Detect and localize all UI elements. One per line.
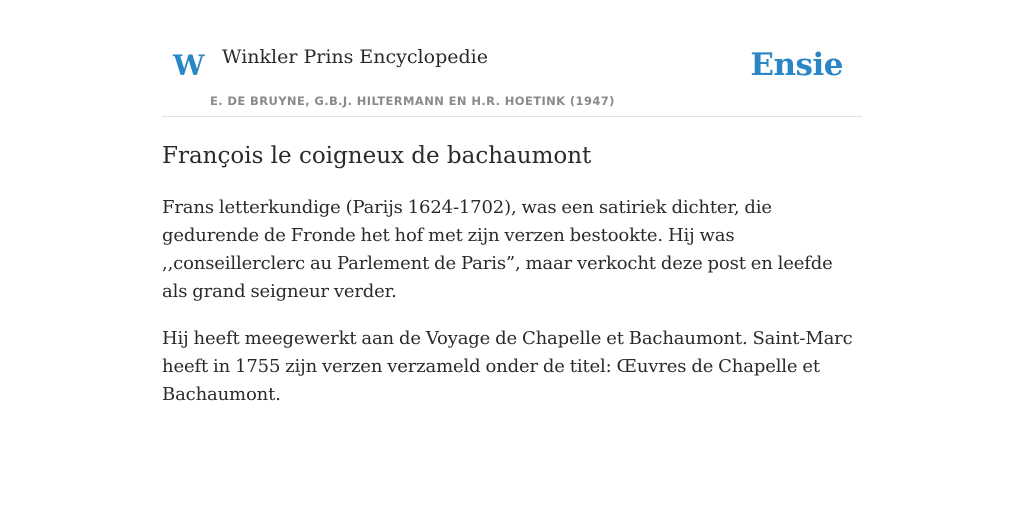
ensie-brand-logo[interactable]: Ensie	[750, 47, 843, 83]
article-title: François le coigneux de bachaumont	[162, 143, 592, 169]
winkler-prins-logo-icon[interactable]: W	[173, 49, 205, 82]
page-container	[162, 0, 862, 409]
source-authors: E. DE BRUYNE, G.B.J. HILTERMANN EN H.R. HOETINK (1947)	[210, 94, 615, 108]
source-header	[162, 0, 862, 117]
article-paragraph: Hij heeft meegewerkt aan de Voyage de Chapelle et Bachaumont. Saint-Marc heeft in 1755 zijn verzen verzameld onder de titel: Œuvres de Chapelle et Bachaumont.	[162, 328, 853, 405]
article-paragraph: Frans letterkundige (Parijs 1624-1702), was een satiriek dichter, die gedurende de Fronde het hof met zijn verzen bestookte. Hij was ,,conseillerclerc au Parlement de Paris”, maar verkocht deze post en leefde als grand seigneur verder.	[162, 197, 833, 302]
source-book-title[interactable]: Winkler Prins Encyclopedie	[222, 46, 488, 68]
